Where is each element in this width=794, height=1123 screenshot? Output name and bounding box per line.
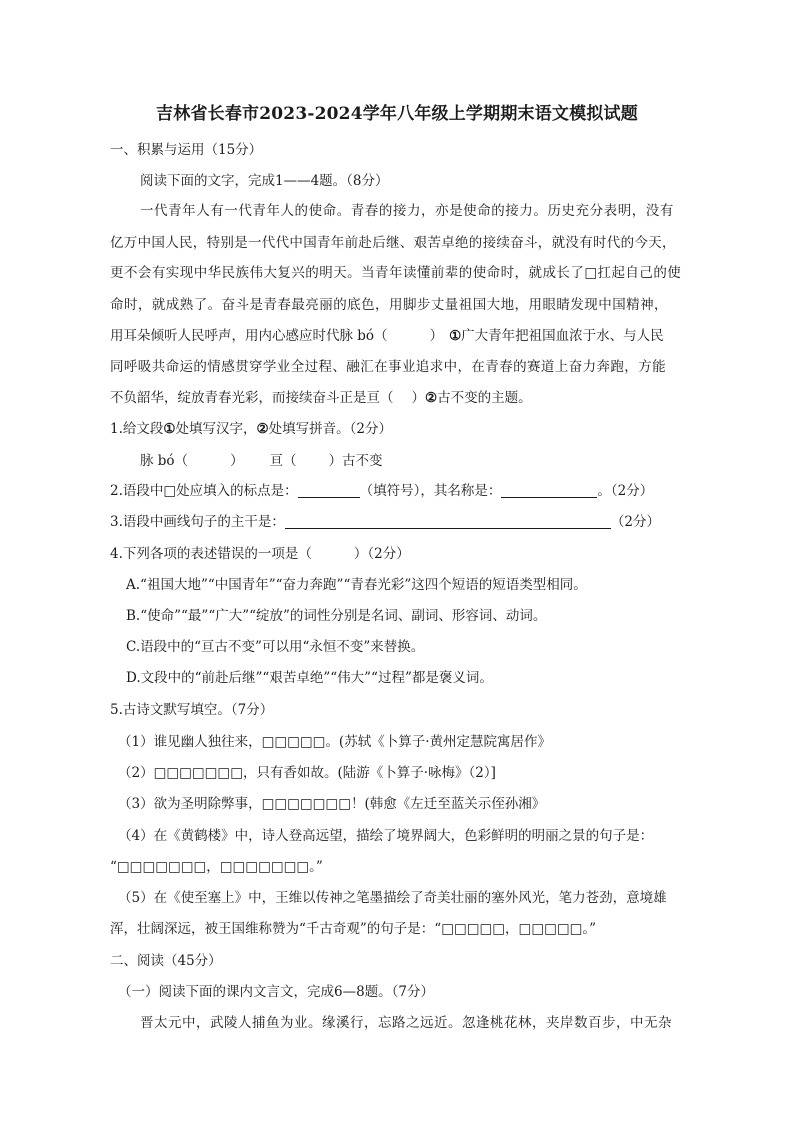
- question-5: 5.古诗文默写填空。（7分）: [110, 702, 274, 718]
- placeholder-mark: □: [584, 265, 598, 281]
- reading-intro: 阅读下面的文字，完成1——4题。（8分）: [140, 173, 389, 189]
- question-5-3: （3）欲为圣明除弊事，□□□□□□□！(韩愈《左迁至蓝关示侄孙湘》: [118, 796, 546, 812]
- paren-close-2: ）: [411, 390, 425, 406]
- passage-line-1: 一代青年人有一代青年人的使命。青春的接力，亦是使命的接力。历史充分表明，没有: [140, 203, 674, 219]
- question-5-5: （5）在《使至塞上》中，王维以传神之笔墨描绘了奇美壮丽的塞外风光，笔力苍劲，意境雄: [118, 890, 667, 906]
- passage-line-7-text: 不负韶华，绽放青春光彩，而接续奋斗正是亘（: [110, 390, 394, 406]
- passage-line-7-end: 古不变的主题。: [437, 390, 532, 406]
- question-1-answers: 脉 bó（ ） 亘（ ）古不变: [140, 453, 383, 469]
- paren-close: ）: [429, 328, 444, 344]
- answer-blank-main[interactable]: [285, 514, 611, 529]
- question-1: 1.给文段①处填写汉字，②处填写拼音。（2分）: [110, 421, 392, 437]
- passage-line-3: [110, 263, 681, 283]
- passage-line-2: 亿万中国人民，特别是一代代中国青年前赴后继、艰苦卓绝的接续奋斗，就没有时代的今天，: [110, 235, 676, 251]
- option-b: B.“使命”“最”“广大”“绽放”的词性分别是名词、副词、形容词、动词。: [126, 608, 547, 624]
- exam-title: 吉林省长春市2023-2024学年八年级上学期期末语文模拟试题: [156, 104, 638, 124]
- passage-line-3-text: 更不会有实现中华民族伟大复兴的明天。当青年读懂前辈的使命时，就成长了: [110, 265, 585, 281]
- passage-line-6: 同呼吸共命运的情感贯穿学业全过程、融汇在事业追求中，在青春的赛道上奋力奔跑，方能: [110, 359, 666, 375]
- section-heading-2: 二、阅读（45分）: [110, 953, 222, 969]
- question-5-4-blank: “□□□□□□□，□□□□□□□。”: [110, 859, 323, 875]
- placeholder-boxes: □□□□□: [261, 734, 326, 750]
- answer-blank-symbol[interactable]: [298, 483, 360, 498]
- option-a: A.“祖国大地”“中国青年”“奋力奔跑”“青春光彩”这四个短语的短语类型相同。: [126, 577, 587, 593]
- question-3: 3.语段中画线句子的主干是： （2分）: [110, 514, 660, 530]
- option-c: C.语段中的“亘古不变”可以用“永恒不变”来替换。: [126, 639, 425, 655]
- passage-line-3-end: 扛起自己的使: [597, 265, 682, 281]
- section-heading-1: 一、积累与运用（15分）: [110, 142, 263, 158]
- question-5-4: （4）在《黄鹤楼》中，诗人登高远望，描绘了境界阔大，色彩鲜明的明丽之景的句子是：: [118, 828, 654, 844]
- question-5-1: （1）谁见幽人独往来，□□□□□。(苏轼《卜算子·黄州定慧院寓居作》: [118, 734, 551, 750]
- question-2: 2.语段中□处应填入的标点是： （填符号），其名称是： 。（2分）: [110, 483, 654, 499]
- question-5-5-blank: 浑，壮阔深远，被王国维称赞为“千古奇观”的句子是：“□□□□□，□□□□□。”: [110, 921, 597, 937]
- passage-line-5: [110, 326, 664, 346]
- option-d: D.文段中的“前赴后继”“艰苦卓绝”“伟大”“过程”都是褒义词。: [126, 670, 493, 686]
- circle-2-marker: ②: [425, 390, 438, 406]
- circle-1-marker: ①: [449, 328, 462, 344]
- passage-line-4: 命时，就成熟了。奋斗是青春最亮丽的底色，用脚步丈量祖国大地，用眼睛发现中国精神，: [110, 297, 668, 313]
- passage-line-7: [110, 388, 532, 408]
- passage-line-5-text: 用耳朵倾听人民呼声，用内心感应时代脉 bó（: [110, 328, 388, 344]
- question-5-2: （2）□□□□□□□，只有香如故。(陆游《卜算子·咏梅》（2）]: [118, 765, 496, 781]
- passage-line-5-end: 广大青年把祖国血浓于水、与人民: [461, 328, 664, 344]
- classical-text-line-1: 晋太元中，武陵人捕鱼为业。缘溪行，忘路之远近。忽逢桃花林，夹岸数百步，中无杂: [140, 1015, 672, 1031]
- reading-sub-1: （一）阅读下面的课内文言文，完成6—8题。（7分）: [118, 984, 435, 1000]
- answer-blank-name[interactable]: [501, 483, 597, 498]
- question-4: 4.下列各项的表述错误的一项是（ ）（2分）: [110, 546, 410, 562]
